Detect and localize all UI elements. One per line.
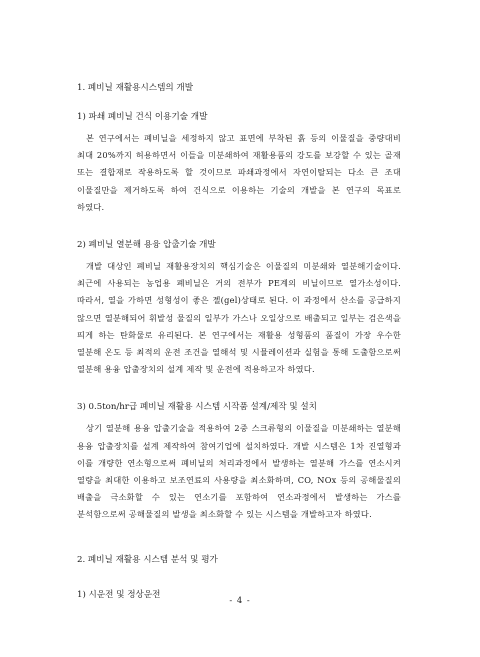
subsection-2-1-title: 1) 시운전 및 정상운전 — [77, 589, 161, 600]
subsection-1-1-body: 본 연구에서는 폐비닐을 세정하지 않고 표면에 부착된 흙 등의 이물질을 중량대비 최대 20%까지 허용하면서 이들을 미분쇄하여 재활용품의 강도를 보강할 수 있는 골재 또는 결합재로 작용하도록 할 것이므로 파쇄과정에서 자연이탈되는 다소 큰 조대 이물질만을 제거하도록 하여 건식으로 이용하는 기술의 개발을 본 연구의 목표로 하였다. — [77, 133, 401, 212]
subsection-1-2-body: 개발 대상인 폐비닐 재활용장치의 핵심기술은 이물질의 미분쇄와 열분해기술이다. 최근에 사용되는 농업용 폐비닐은 거의 전부가 PE계의 비닐이므로 열가소성이다. 따라서, 열을 가하면 성형성이 좋은 젤(gel)상태로 된다. 이 과정에서 산소를 공급하지 않으면 열분해되어 휘발성 물질의 일부가 가스나 오일상으로 배출되고 일부는 검은색을 띄게 하는 탄화물로 유리된다. 본 연구에서는 재활용 성형품의 품질이 가장 우수한 열분해 온도 등 최적의 운전 조건을 열해석 및 시뮬레이션과 실험을 통해 도출함으로써 열분해 용융 압출장치의 설계 제작 및 운전에 적용하고자 하였다. — [77, 261, 401, 375]
page-content — [77, 82, 401, 601]
subsection-1-2-title: 2) 폐비닐 열분해 용융 압출기술 개발 — [77, 240, 216, 251]
page-number: - 4 - — [229, 595, 251, 605]
subsection-1-3-title: 3) 0.5ton/hr급 폐비닐 재활용 시스템 시작품 설계/제작 및 설치 — [77, 402, 317, 413]
section-2-heading: 2. 폐비닐 재활용 시스템 분석 및 평가 — [77, 554, 218, 565]
subsection-1-3-body: 상기 열분해 용융 압출기술을 적용하여 2중 스크류형의 이물질을 미분쇄하는 열분해 용융 압출장치를 설계 제작하여 참여기업에 설치하였다. 개발 시스템은 1차 진열형과 이를 개량한 연소형으로써 폐비닐의 처리과정에서 발생하는 열분해 가스를 연소시켜 열량을 최대한 이용하고 보조연료의 사용량을 최소화하며, CO, NOx 등의 공해물질의 배출을 극소화할 수 있는 연소기를 포함하여 연소과정에서 발생하는 가스를 분석함으로써 공해물질의 발생을 최소화할 수 있는 시스템을 개발하고자 하였다. — [77, 423, 401, 520]
section-1-heading: 1. 폐비닐 재활용시스템의 개발 — [77, 83, 194, 93]
subsection-1-1-title: 1) 파쇄 폐비닐 건식 이용기술 개발 — [77, 112, 208, 122]
